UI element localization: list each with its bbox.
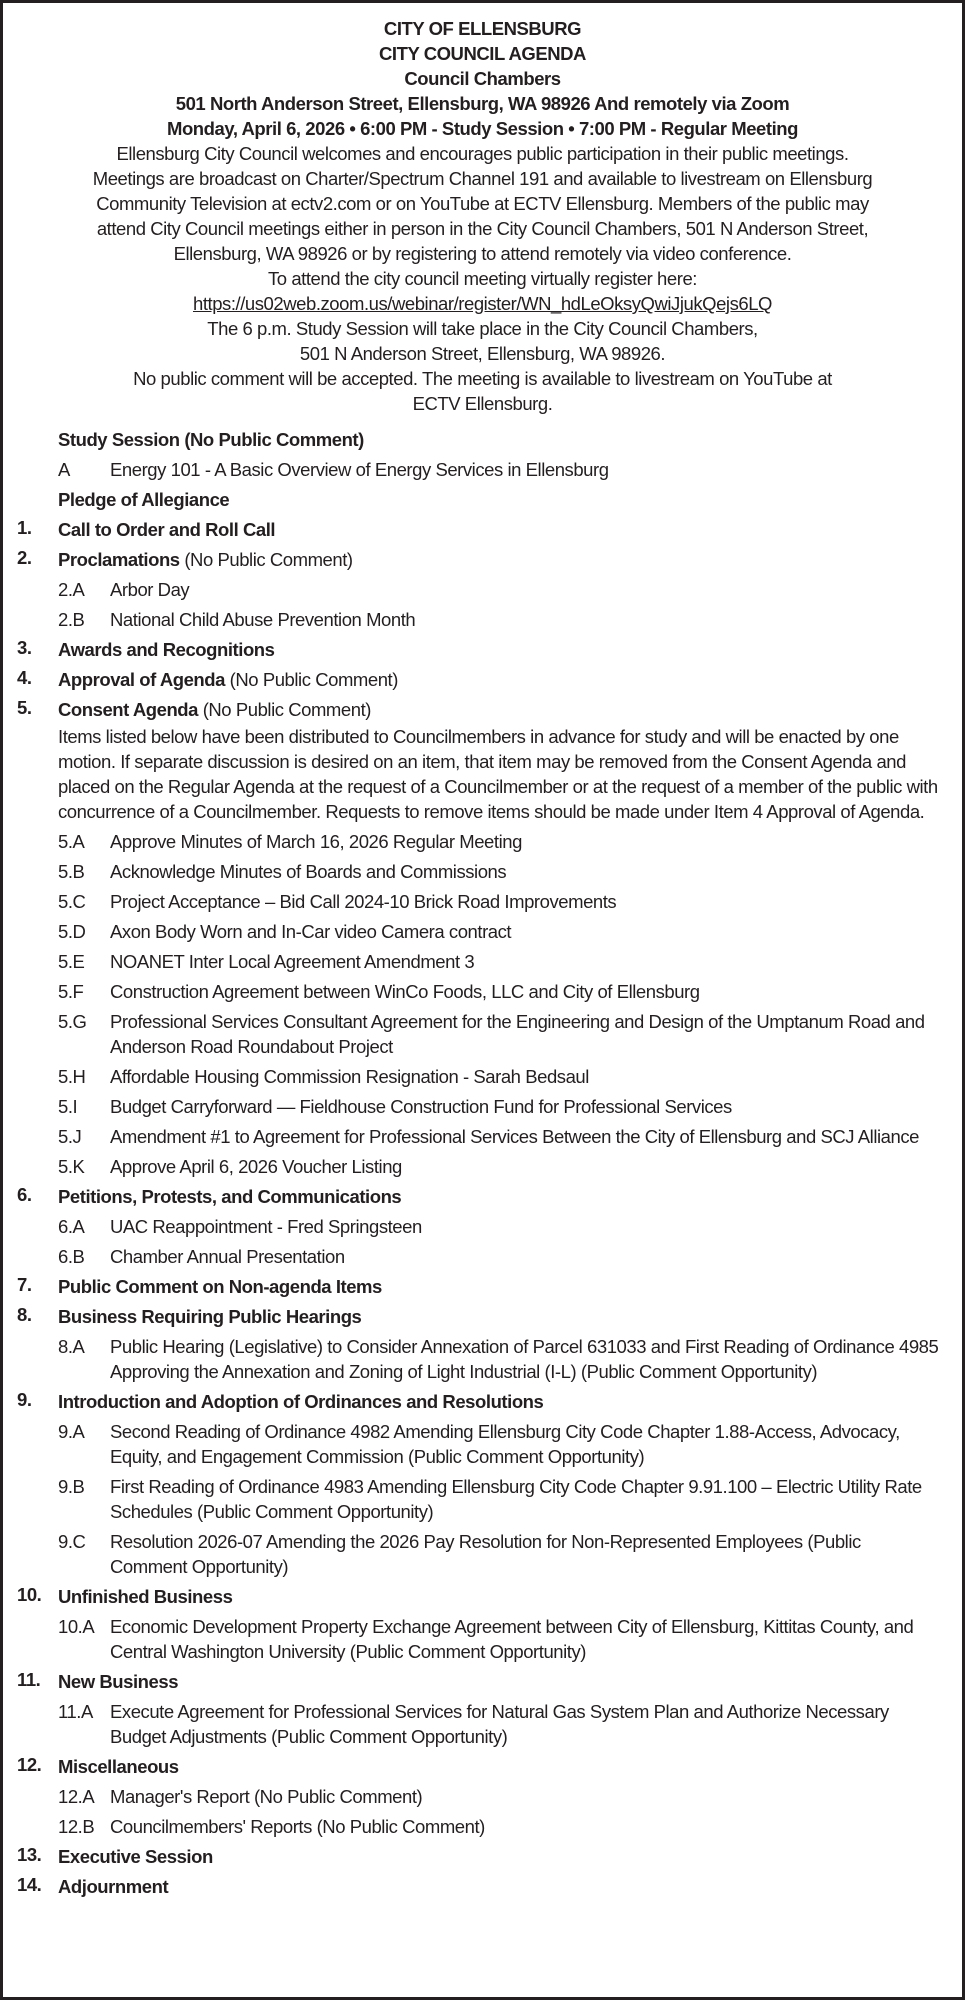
section-number: 2. bbox=[17, 546, 32, 568]
agenda-subitem bbox=[3, 1331, 962, 1386]
zoom-register-link[interactable]: https://us02web.zoom.us/webinar/register/WN_hdLeOksyQwiJjukQejs6LQ bbox=[192, 293, 772, 314]
section-number: 5. bbox=[17, 696, 32, 718]
study-info-line: No public comment will be accepted. The meeting is available to livestream on YouTube at bbox=[133, 368, 832, 389]
item-text: Economic Development Property Exchange Agreement between City of Ellensburg, Kittitas County, and Central Washington University (Public Comment Opportunity) bbox=[110, 1615, 914, 1662]
agenda-list bbox=[3, 424, 962, 1901]
agenda-section bbox=[3, 694, 962, 1181]
item-text: Project Acceptance – Bid Call 2024-10 Brick Road Improvements bbox=[110, 890, 617, 912]
item-text: Axon Body Worn and In-Car video Camera contract bbox=[110, 920, 512, 942]
item-code: A bbox=[58, 458, 70, 480]
item-code: 8.A bbox=[58, 1335, 85, 1357]
section-title bbox=[58, 1181, 962, 1211]
item-text: Construction Agreement between WinCo Foods, LLC and City of Ellensburg bbox=[110, 980, 700, 1002]
item-text: Public Hearing (Legislative) to Consider Annexation of Parcel 631033 and First Reading of Ordinance 4985 Approving the Annexation and Zoning of Light Industrial (I-L) (Public Comment Opportunity) bbox=[110, 1335, 939, 1382]
item-code: 6.B bbox=[58, 1245, 85, 1267]
section-title bbox=[58, 1386, 962, 1416]
section-title bbox=[58, 1841, 962, 1871]
item-text: Energy 101 - A Basic Overview of Energy Services in Ellensburg bbox=[110, 458, 609, 480]
section-title bbox=[58, 1666, 962, 1696]
item-text: NOANET Inter Local Agreement Amendment 3 bbox=[110, 950, 475, 972]
agenda-section bbox=[3, 1386, 962, 1581]
section-title bbox=[58, 544, 962, 574]
item-code: 5.K bbox=[58, 1155, 85, 1177]
venue-address: 501 North Anderson Street, Ellensburg, WA 98926 And remotely via Zoom bbox=[175, 93, 790, 114]
section-title bbox=[58, 514, 962, 544]
item-code: 5.H bbox=[58, 1065, 86, 1087]
section-title-text: New Business bbox=[58, 1670, 179, 1692]
item-code: 5.E bbox=[58, 950, 85, 972]
agenda-section bbox=[3, 1666, 962, 1751]
section-title bbox=[58, 664, 962, 694]
item-text: Budget Carryforward — Fieldhouse Construction Fund for Professional Services bbox=[110, 1095, 732, 1117]
item-code: 5.F bbox=[58, 980, 84, 1002]
item-text: UAC Reappointment - Fred Springsteen bbox=[110, 1215, 422, 1237]
item-code: 9.B bbox=[58, 1475, 85, 1497]
section-number: 7. bbox=[17, 1273, 32, 1295]
study-info-line: ECTV Ellensburg. bbox=[412, 393, 553, 414]
section-title-text: Proclamations bbox=[58, 548, 180, 570]
agenda-section bbox=[3, 544, 962, 634]
agenda-subitem bbox=[3, 1416, 962, 1471]
item-code: 6.A bbox=[58, 1215, 85, 1237]
section-number: 8. bbox=[17, 1303, 32, 1325]
item-text: Resolution 2026-07 Amending the 2026 Pay Resolution for Non-Represented Employees (Public Comment Opportunity) bbox=[110, 1530, 861, 1577]
venue-name: Council Chambers bbox=[404, 68, 561, 89]
intro-line: Community Television at ectv2.com or on YouTube at ECTV Ellensburg. Members of the public may bbox=[96, 193, 869, 214]
intro-line: Ellensburg City Council welcomes and encourages public participation in their public meetings. bbox=[116, 143, 849, 164]
agenda-subitem bbox=[3, 1611, 962, 1666]
section-title-text: Unfinished Business bbox=[58, 1585, 233, 1607]
item-text: Approve April 6, 2026 Voucher Listing bbox=[110, 1155, 402, 1177]
section-title bbox=[58, 634, 962, 664]
agenda-subitem bbox=[3, 856, 962, 886]
agenda-subitem bbox=[3, 604, 962, 634]
agenda-subitem bbox=[3, 886, 962, 916]
section-number: 10. bbox=[17, 1583, 42, 1605]
item-code: 12.B bbox=[58, 1815, 95, 1837]
agenda-section bbox=[3, 1181, 962, 1271]
agenda-subitem bbox=[3, 1006, 962, 1061]
agenda-subitem bbox=[3, 1241, 962, 1271]
section-title bbox=[58, 1871, 962, 1901]
agenda-subitem bbox=[3, 1526, 962, 1581]
agenda-subitem bbox=[3, 1211, 962, 1241]
section-title: Pledge of Allegiance bbox=[58, 488, 230, 510]
agenda-subitem bbox=[3, 1151, 962, 1181]
section-title-text: Introduction and Adoption of Ordinances and Resolutions bbox=[58, 1390, 544, 1412]
section-title-text: Miscellaneous bbox=[58, 1755, 179, 1777]
section-description: Items listed below have been distributed to Councilmembers in advance for study and will be enacted by one motion. If separate discussion is desired on an item, that item may be removed from the Consent Agenda and placed on the Regular Agenda at the request of a Councilmember or at the request of a member of the public with concurrence of a Councilmember. Requests to remove items should be made under Item 4 Approval of Agenda. bbox=[58, 726, 938, 822]
document-title: CITY COUNCIL AGENDA bbox=[379, 43, 586, 64]
agenda-subitem bbox=[3, 976, 962, 1006]
agenda-subitem bbox=[3, 574, 962, 604]
section-number: 3. bbox=[17, 636, 32, 658]
section-number: 1. bbox=[17, 516, 32, 538]
study-info-line: 501 N Anderson Street, Ellensburg, WA 98926. bbox=[299, 343, 666, 364]
item-text: Amendment #1 to Agreement for Professional Services Between the City of Ellensburg and SCJ Alliance bbox=[110, 1125, 919, 1147]
agenda-section bbox=[3, 1301, 962, 1386]
agenda-subitem bbox=[3, 1061, 962, 1091]
item-code: 5.D bbox=[58, 920, 86, 942]
section-title-text: Petitions, Protests, and Communications bbox=[58, 1185, 402, 1207]
section-title-text: Approval of Agenda bbox=[58, 668, 225, 690]
agenda-section bbox=[3, 1841, 962, 1871]
item-text: Acknowledge Minutes of Boards and Commissions bbox=[110, 860, 507, 882]
section-title: Study Session (No Public Comment) bbox=[58, 428, 364, 450]
section-title-text: Consent Agenda bbox=[58, 698, 198, 720]
section-number: 14. bbox=[17, 1873, 42, 1895]
section-number: 13. bbox=[17, 1843, 42, 1865]
agenda-section bbox=[3, 1751, 962, 1841]
intro-line: Ellensburg, WA 98926 or by registering to attend remotely via video conference. bbox=[173, 243, 792, 264]
agenda-section bbox=[3, 514, 962, 544]
agenda-subitem bbox=[3, 1471, 962, 1526]
section-title-text: Adjournment bbox=[58, 1875, 169, 1897]
section-title-text: Call to Order and Roll Call bbox=[58, 518, 276, 540]
section-number: 11. bbox=[17, 1668, 41, 1690]
section-note: (No Public Comment) bbox=[179, 548, 353, 570]
study-session-section bbox=[3, 424, 962, 484]
section-title bbox=[58, 1751, 962, 1781]
item-code: 2.B bbox=[58, 608, 85, 630]
intro-line: Meetings are broadcast on Charter/Spectrum Channel 191 and available to livestream on Ellensburg bbox=[92, 168, 873, 189]
section-number: 9. bbox=[17, 1388, 32, 1410]
section-title-text: Awards and Recognitions bbox=[58, 638, 275, 660]
item-code: 9.C bbox=[58, 1530, 86, 1552]
item-text: First Reading of Ordinance 4983 Amending Ellensburg City Code Chapter 9.91.100 – Electric Utility Rate Schedules (Public Comment Opportunity) bbox=[110, 1475, 922, 1522]
item-code: 12.A bbox=[58, 1785, 95, 1807]
item-text: Second Reading of Ordinance 4982 Amending Ellensburg City Code Chapter 1.88-Access, Advocacy, Equity, and Engagement Commission (Public Comment Opportunity) bbox=[110, 1420, 900, 1467]
item-text: Affordable Housing Commission Resignation - Sarah Bedsaul bbox=[110, 1065, 589, 1087]
item-text: Professional Services Consultant Agreement for the Engineering and Design of the Umptanum Road and Anderson Road Roundabout Project bbox=[110, 1010, 925, 1057]
section-number: 6. bbox=[17, 1183, 32, 1205]
item-code: 11.A bbox=[58, 1700, 93, 1722]
item-text: Approve Minutes of March 16, 2026 Regular Meeting bbox=[110, 830, 522, 852]
agenda-subitem bbox=[3, 1811, 962, 1841]
meeting-datetime: Monday, April 6, 2026 • 6:00 PM - Study Session • 7:00 PM - Regular Meeting bbox=[167, 118, 798, 139]
agenda-subitem bbox=[3, 1121, 962, 1151]
agenda-section bbox=[3, 664, 962, 694]
item-text: Councilmembers' Reports (No Public Comment) bbox=[110, 1815, 485, 1837]
section-title bbox=[58, 1271, 962, 1301]
agenda-section bbox=[3, 1271, 962, 1301]
section-title-text: Executive Session bbox=[58, 1845, 213, 1867]
item-code: 5.A bbox=[58, 830, 85, 852]
section-title-text: Public Comment on Non-agenda Items bbox=[58, 1275, 382, 1297]
agenda-subitem bbox=[3, 1091, 962, 1121]
item-code: 2.A bbox=[58, 578, 85, 600]
item-code: 5.G bbox=[58, 1010, 87, 1032]
intro-line: attend City Council meetings either in person in the City Council Chambers, 501 N Anderson Street, bbox=[96, 218, 869, 239]
section-title bbox=[58, 694, 962, 724]
item-code: 9.A bbox=[58, 1420, 85, 1442]
section-title bbox=[58, 1581, 962, 1611]
section-title-text: Business Requiring Public Hearings bbox=[58, 1305, 362, 1327]
item-text: Chamber Annual Presentation bbox=[110, 1245, 345, 1267]
pledge-section bbox=[3, 484, 962, 514]
section-number: 4. bbox=[17, 666, 32, 688]
agenda-header bbox=[3, 16, 962, 416]
item-code: 5.C bbox=[58, 890, 86, 912]
study-info-line: The 6 p.m. Study Session will take place in the City Council Chambers, bbox=[207, 318, 758, 339]
section-note: (No Public Comment) bbox=[224, 668, 398, 690]
item-text: National Child Abuse Prevention Month bbox=[110, 608, 416, 630]
item-code: 10.A bbox=[58, 1615, 95, 1637]
agenda-subitem bbox=[3, 454, 962, 484]
register-prompt: To attend the city council meeting virtually register here: bbox=[268, 268, 697, 289]
agenda-subitem bbox=[3, 946, 962, 976]
item-text: Manager's Report (No Public Comment) bbox=[110, 1785, 423, 1807]
agenda-section bbox=[3, 634, 962, 664]
item-code: 5.B bbox=[58, 860, 85, 882]
agenda-subitem bbox=[3, 1696, 962, 1751]
agenda-section bbox=[3, 1871, 962, 1901]
agenda-subitem bbox=[3, 1781, 962, 1811]
city-name: CITY OF ELLENSBURG bbox=[383, 18, 582, 39]
section-note: (No Public Comment) bbox=[198, 698, 371, 720]
item-text: Execute Agreement for Professional Services for Natural Gas System Plan and Authorize Necessary Budget Adjustments (Public Comment Opportunity) bbox=[110, 1700, 889, 1747]
item-code: 5.J bbox=[58, 1125, 82, 1147]
agenda-subitem bbox=[3, 916, 962, 946]
agenda-subitem bbox=[3, 826, 962, 856]
item-text: Arbor Day bbox=[110, 578, 190, 600]
section-number: 12. bbox=[17, 1753, 42, 1775]
section-title bbox=[58, 1301, 962, 1331]
item-code: 5.I bbox=[58, 1095, 78, 1117]
agenda-section bbox=[3, 1581, 962, 1666]
